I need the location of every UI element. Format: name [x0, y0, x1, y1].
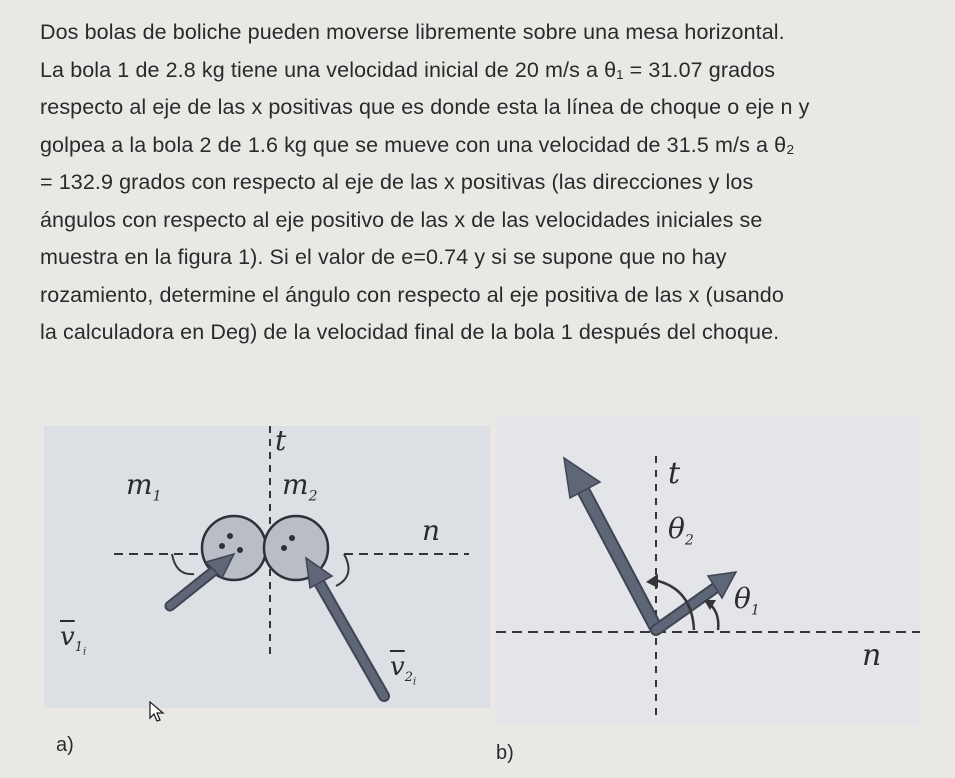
problem-line-1: Dos bolas de boliche pueden moverse libremente sobre una mesa horizontal.	[40, 20, 785, 44]
theta2-arc	[336, 554, 349, 586]
figure-a-caption: a)	[56, 734, 74, 756]
m2-label: $m_2$	[282, 468, 318, 505]
theta2-label: $\theta_2$	[668, 512, 694, 549]
figure-a-diagram	[44, 426, 490, 708]
t-axis-label: t	[275, 424, 287, 457]
figure-b-caption: b)	[496, 742, 514, 764]
v1-arrow	[170, 554, 234, 606]
theta2-direction-arrow	[564, 458, 656, 628]
figure-a	[44, 426, 490, 708]
figure-b-diagram	[496, 416, 920, 726]
problem-line-3: respecto al eje de las x positivas que es donde esta la línea de choque o eje n y	[40, 95, 810, 119]
theta1-arc	[172, 554, 194, 574]
v2-label: $\overline{v}_{2_i}$	[390, 652, 417, 688]
n-axis-label: n	[422, 514, 441, 547]
mouse-pointer-icon	[148, 700, 170, 724]
theta1-direction-arrow	[656, 572, 736, 630]
problem-statement	[40, 14, 940, 352]
problem-line-6: ángulos con respecto al eje positivo de las x de las velocidades iniciales se	[40, 207, 763, 232]
v1-label: $\overline{v}_{1_i}$	[60, 622, 87, 658]
m1-label: $m_1$	[126, 468, 162, 505]
figure-b	[496, 416, 920, 726]
problem-line-7: muestra en la figura 1). Si el valor de e=0.74 y si se supone que no hay	[40, 245, 727, 269]
problem-line-9: la calculadora en Deg) de la velocidad final de la bola 1 después del choque.	[40, 320, 780, 344]
problem-line-8: rozamiento, determine el ángulo con respecto al eje positiva de las x (usando	[40, 282, 784, 307]
problem-line-5: = 132.9 grados con respecto al eje de las x positivas (las direcciones y los	[40, 170, 754, 194]
theta1-label: $\theta_1$	[734, 582, 760, 619]
problem-line-4: golpea a la bola 2 de 1.6 kg que se mueve con una velocidad de 31.5 m/s a θ₂	[40, 132, 795, 157]
problem-line-2: La bola 1 de 2.8 kg tiene una velocidad inicial de 20 m/s a θ₁ = 31.07 grados	[40, 57, 776, 82]
n-axis-label-b: n	[862, 638, 882, 673]
t-axis-label-b: t	[668, 456, 681, 491]
